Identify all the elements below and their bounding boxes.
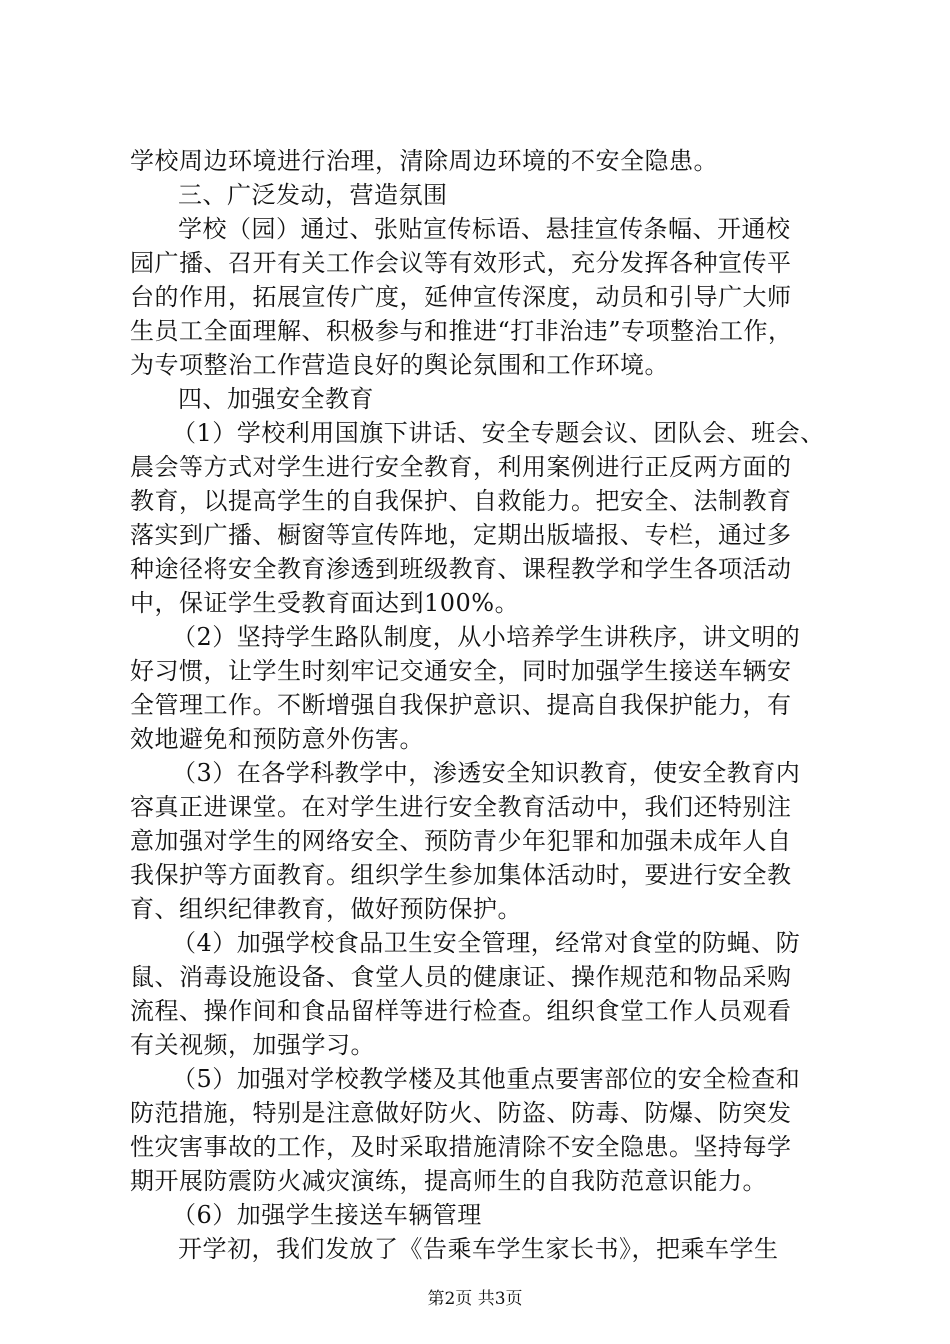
text-line: 鼠、消毒设施设备、食堂人员的健康证、操作规范和物品采购 xyxy=(130,963,792,991)
text-line: 学校（园）通过、张贴宣传标语、悬挂宣传条幅、开通校 xyxy=(178,215,791,243)
text-line: （1）学校利用国旗下讲话、安全专题会议、团队会、班会、 xyxy=(172,419,825,447)
text-line: 生员工全面理解、积极参与和推进“打非治违”专项整治工作， xyxy=(130,317,793,345)
text-line: 种途径将安全教育渗透到班级教育、课程教学和学生各项活动 xyxy=(130,555,792,583)
text-line: 防范措施，特别是注意做好防火、防盗、防毒、防爆、防突发 xyxy=(130,1099,792,1127)
text-line: 园广播、召开有关工作会议等有效形式，充分发挥各种宣传平 xyxy=(130,249,792,277)
text-line: （4）加强学校食品卫生安全管理，经常对食堂的防蝇、防 xyxy=(172,929,801,957)
text-line: 育、组织纪律教育，做好预防保护。 xyxy=(130,895,522,923)
text-line: 有关视频，加强学习。 xyxy=(130,1031,375,1059)
text-line: 容真正进课堂。在对学生进行安全教育活动中，我们还特别注 xyxy=(130,793,792,821)
text-line: 期开展防震防火减灾演练，提高师生的自我防范意识能力。 xyxy=(130,1167,767,1195)
text-line: 开学初，我们发放了《告乘车学生家长书》，把乘车学生 xyxy=(178,1235,779,1263)
text-line: 落实到广播、橱窗等宣传阵地，定期出版墙报、专栏，通过多 xyxy=(130,521,792,549)
text-line: 流程、操作间和食品留样等进行检查。组织食堂工作人员观看 xyxy=(130,997,792,1025)
text-line: （2）坚持学生路队制度，从小培养学生讲秩序，讲文明的 xyxy=(172,623,801,651)
text-line: （6）加强学生接送车辆管理 xyxy=(172,1201,482,1229)
page-number-label: 第2页 共3页 xyxy=(427,1289,523,1309)
text-line: 性灾害事故的工作，及时采取措施清除不安全隐患。坚持每学 xyxy=(130,1133,792,1161)
text-line: 为专项整治工作营造良好的舆论氛围和工作环境。 xyxy=(130,351,669,379)
section-heading: 三、广泛发动，营造氛围 xyxy=(178,181,448,209)
text-line: （5）加强对学校教学楼及其他重点要害部位的安全检查和 xyxy=(172,1065,801,1093)
text-line: 晨会等方式对学生进行安全教育，利用案例进行正反两方面的 xyxy=(130,453,792,481)
text-line: 全管理工作。不断增强自我保护意识、提高自我保护能力，有 xyxy=(130,691,792,719)
text-line: （3）在各学科教学中，渗透安全知识教育，使安全教育内 xyxy=(172,759,801,787)
text-line: 学校周边环境进行治理，清除周边环境的不安全隐患。 xyxy=(130,147,718,175)
text-line: 台的作用，拓展宣传广度，延伸宣传深度，动员和引导广大师 xyxy=(130,283,792,311)
text-line: 我保护等方面教育。组织学生参加集体活动时，要进行安全教 xyxy=(130,861,792,889)
section-heading: 四、加强安全教育 xyxy=(178,385,374,413)
text-line: 教育，以提高学生的自我保护、自救能力。把安全、法制教育 xyxy=(130,487,792,515)
text-line: 意加强对学生的网络安全、预防青少年犯罪和加强未成年人自 xyxy=(130,827,792,855)
text-line: 好习惯，让学生时刻牢记交通安全，同时加强学生接送车辆安 xyxy=(130,657,792,685)
text-line: 效地避免和预防意外伤害。 xyxy=(130,725,424,753)
page-footer xyxy=(0,1288,950,1310)
text-line: 中，保证学生受教育面达到100%。 xyxy=(130,589,520,617)
